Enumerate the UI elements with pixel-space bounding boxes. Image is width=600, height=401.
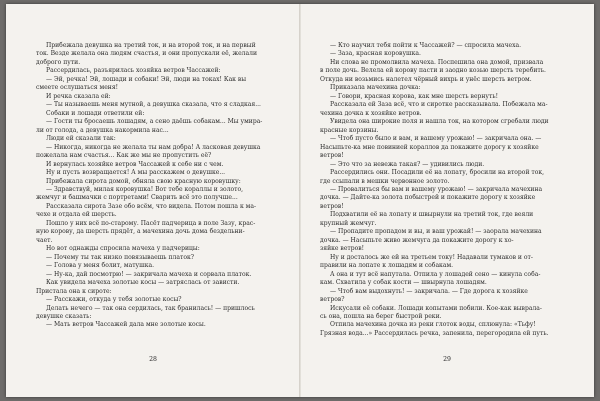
text-line: Подхватили её на лопату и швырнули на третий ток, где веяли	[330, 211, 534, 219]
text-line: И вернулась хозяйке ветров Чассажей к себе ни с чем.	[46, 160, 224, 168]
text-line: — Говори, красная корова, как мне шерсть вернуть!	[330, 92, 499, 100]
text-line: — Никогда, никогда не желала ты нам добра! А ласковая девушка	[46, 143, 261, 151]
text-line: чает.	[36, 236, 53, 244]
text-line: Приказала мачехина дочка:	[330, 84, 421, 92]
text-line: девушке сказать:	[36, 313, 92, 320]
right-page	[300, 4, 594, 397]
text-line: — Заза, красная коровушка.	[330, 50, 421, 58]
text-line: чехина дочка к хозяйке ветров.	[320, 109, 422, 117]
text-line: Ну и досталось же ей на третьем току! Надавали тумаков и от-	[330, 253, 533, 261]
text-line: ветров!	[320, 152, 344, 160]
text-line: Ну и пусть возвращается! А мы расскажем о девушке...	[46, 169, 226, 177]
text-line: Пристала она к сироте:	[36, 287, 112, 295]
text-line: ток. Везде желала она людям счастья, и они пропускали её, желали	[36, 50, 257, 58]
text-line: Ни слова не промолвила мачеха. Поспешила она домой, призвала	[330, 58, 544, 66]
text-line: ную корову, да шерсть прядёт, а мачехина дочь дома бездельни-	[36, 228, 245, 236]
text-line: крупный жемчуг.	[320, 219, 377, 227]
text-line: Отпила мачехина дочка из реки глоток воды, сплюнула: «Тьфу!	[330, 321, 536, 329]
text-line: Пошло у них всё по-старому. Пасёт падчерица в поле Зазу, крас-	[46, 219, 256, 227]
text-line: Грязная вода...» Рассердилась речка, запенила, перегородила ей путь.	[320, 329, 549, 337]
text-line: — Чтоб вам выдохнуть! — закричала. — Где дорога к хозяйке	[330, 287, 528, 295]
text-line: Рассердилась, разъярилась хозяйка ветров Чассажей:	[46, 67, 221, 75]
text-line: А она и тут всё напутала. Отпила у лошадей сено — кинула соба-	[330, 270, 541, 278]
text-line: правили на лопате к лошадям и собакам.	[320, 262, 454, 270]
text-line: Собаки и лошади ответили ей:	[46, 109, 145, 117]
text-line: кам. Схватила у собак кости — швырнула лошадям.	[320, 279, 487, 287]
book-spread	[6, 4, 594, 397]
text-line: Люди ей сказали так:	[46, 135, 116, 143]
text-line: — Мать ветров Чассажей дала мне золотые косы.	[46, 321, 206, 329]
text-line: пожелала нам счастья... Как же мы не пропустить её?	[36, 152, 212, 160]
text-line: ветров?	[320, 296, 345, 304]
text-line: Насыпьте-ка мне повинией кораллов да покажите дорогу к хозяйке	[320, 143, 539, 151]
text-line: зяйке ветров!	[320, 245, 365, 253]
right-page-text	[320, 42, 572, 338]
text-line: сь она, пошла на берег быстрой реки.	[320, 313, 442, 320]
text-line: — Чтоб пусто было и вам, и вашему урожаю! — закричала она. —	[330, 135, 542, 143]
text-line: Прибежала девушка на третий ток, и на второй ток, и на первый	[46, 42, 256, 49]
text-line: — Голова у меня болит, матушка.	[46, 262, 155, 270]
text-line: Но вот однажды спросила мачеха у падчерицы:	[46, 245, 200, 253]
text-line: доброго пути.	[36, 58, 81, 66]
text-line: чехе и отдала ей шерсть.	[36, 211, 117, 219]
text-line: Рассердились они. Посадили её на лопату, бросили на второй ток,	[330, 169, 545, 177]
text-line: Увидела она широкие поля и нашла ток, на котором сгребали люди	[330, 118, 549, 126]
text-line: Искусали её собаки. Лошади копытами побили. Кое-как выврала-	[330, 304, 542, 312]
text-line: Откуда ни возьмись налетел чёрный вихрь и унёс шерсть ветром.	[320, 75, 532, 83]
text-line: — Гости ты бросаешь лошадям, а сено даёшь собакам... Мы умира-	[46, 118, 263, 126]
text-line: Делать нечего — так она сердилась, так бранилась! — пришлось	[46, 304, 255, 312]
text-line: И речка сказала ей:	[46, 92, 111, 100]
text-line: — Это что за невежа такая? — удивились люди.	[330, 160, 485, 168]
left-page-text	[36, 42, 286, 330]
text-line: в поле дочь. Велела ей корову пасти и заодно козью шерсть теребить.	[320, 67, 546, 75]
right-page-number: 29	[443, 356, 451, 363]
text-line: дочка. — Дайте-ка золота побыстрей и покажите дорогу к хозяйке	[320, 194, 536, 202]
text-line: смеете ослушаться меня!	[36, 84, 119, 92]
text-line: Прибежала сирота домой, обняла свою красную коровушку:	[46, 177, 241, 185]
text-line: жемчуг и башмачки с портретами! Сварить всё это получше...	[36, 194, 238, 202]
text-line: — Эй, речка! Эй, лошади и собаки! Эй, люди на токах! Как вы	[46, 75, 247, 83]
text-line: — Пропадите пропадом и вы, и ваш урожай! — заорала мачехина	[330, 228, 542, 236]
left-page-number: 28	[149, 356, 157, 363]
text-line: — Расскажи, откуда у тебя золотые косы?	[46, 296, 182, 304]
text-line: — Ты называешь меня мутной, а девушка сказала, что я сладкая...	[46, 101, 261, 109]
text-line: — Почему ты так низко повязываешь платок?	[46, 253, 194, 261]
text-line: Рассказала ей Заза всё, что и сиротке рассказывала. Побежала ма-	[330, 101, 548, 109]
text-line: — Ну-ка, дай посмотрю! — закричала мачеха и сорвала платок.	[46, 270, 252, 278]
text-line: Рассказала сирота Зазе обо всём, что видела. Потом пошла к ма-	[46, 202, 257, 210]
text-line: красные корзины.	[320, 126, 379, 134]
text-line: — Провалиться бы вам и вашему урожаю! — закричала мачехина	[330, 185, 543, 193]
left-page	[6, 4, 300, 397]
text-line: — Здравствуй, милая коровушка! Вот тебе кораллы и золото,	[46, 185, 244, 193]
text-line: ли от голода, а девушка накормила нас...	[36, 126, 169, 134]
text-line: ветров!	[320, 202, 344, 210]
text-line: — Кто научил тебя пойти к Чассажей? — спросила мачеха.	[330, 42, 522, 49]
text-line: дочка. — Насыпьте живо жемчуга да покажите дорогу к хо-	[320, 236, 514, 244]
text-line: Как увидела мачеха золотые косы — затряслась от зависти.	[46, 279, 240, 287]
text-line: где ссыпали в мешки червонное золото.	[320, 177, 450, 185]
